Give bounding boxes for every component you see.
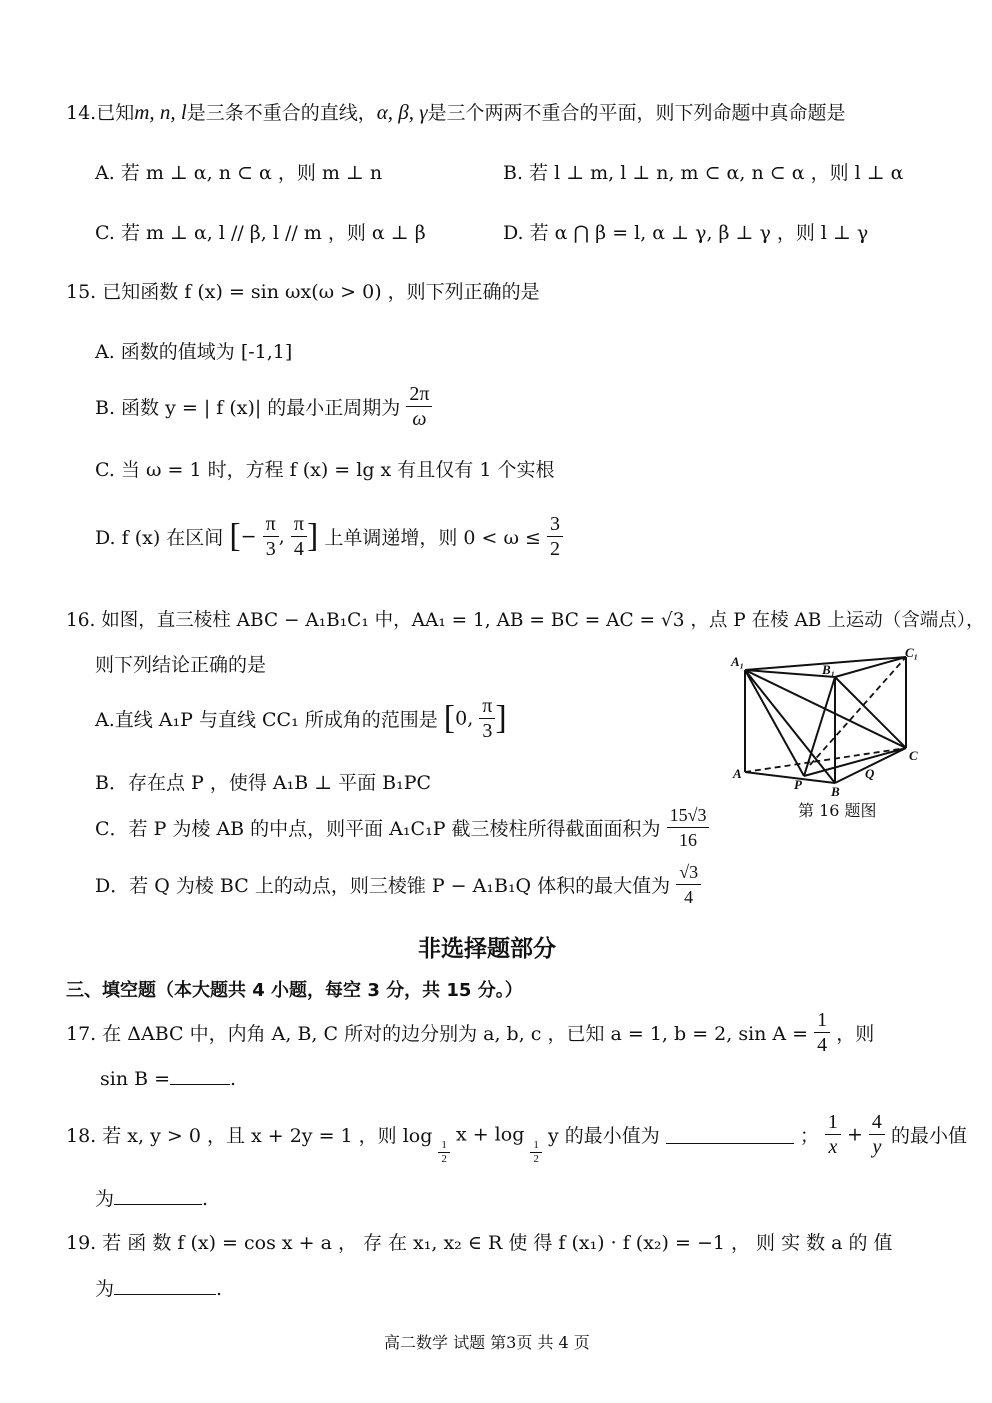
line-a1p — [745, 670, 804, 776]
prism-figure — [725, 640, 925, 800]
right-bracket: ] — [306, 517, 319, 555]
label-p: P — [794, 777, 802, 792]
q14-stem: 14.已知m, n, l是三条不重合的直线，α, β, γ是三个两两不重合的平面，则下列命题中真命题是 — [66, 100, 846, 124]
q18-line2: 为 . — [95, 1188, 209, 1210]
q15-option-a: A. 函数的值域为 [-1,1] — [95, 341, 293, 363]
q15-option-b: B. 函数 y = | f (x)| 的最小正周期为 $\frac{2\pi}{\omega}$ — [95, 382, 432, 431]
q16-stem-line2: 则下列结论正确的是 — [95, 654, 267, 676]
q17-line1: 17. 在 ΔABC 中，内角 A, B, C 所对的边分别为 a, b, c ，已知 a = 1, b = 2, sin A = $\frac{1}{4}$ ，则 — [66, 1009, 875, 1056]
label-q: Q — [865, 766, 875, 781]
q14-option-d: D. 若 α ⋂ β = l, α ⊥ γ, β ⊥ γ ，则 l ⊥ γ — [503, 222, 869, 244]
q19-line1: 19. 若 函 数 f (x) = cos x + a ， 存 在 x₁, x₂ ∈ R 使 得 f (x₁) · f (x₂) = −1 ， 则 实 数 a 的 值 — [66, 1232, 893, 1254]
q15-option-b-fraction: $\frac{2\pi}{\omega}$ — [406, 382, 432, 431]
q15-stem: 15. 已知函数 f (x) = sin ωx(ω > 0) ，则下列正确的是 — [66, 281, 540, 303]
q19-answer-blank[interactable] — [114, 1276, 216, 1295]
label-c: C — [909, 748, 918, 763]
left-bracket: [ — [229, 517, 241, 555]
line-b1c — [835, 677, 906, 748]
q15-option-c: C. 当 ω = 1 时，方程 f (x) = lg x 有且仅有 1 个实根 — [95, 459, 555, 481]
label-b: B — [831, 784, 840, 799]
q16-option-d: D．若 Q 为棱 BC 上的动点，则三棱锥 P − A₁B₁Q 体积的最大值为 $\frac{√3}{4}$ — [95, 860, 701, 909]
q14-option-c: C. 若 m ⊥ α, l // β, l // m ，则 α ⊥ β — [95, 222, 426, 244]
figure-caption: 第 16 题图 — [798, 801, 877, 820]
edge-ab — [745, 772, 835, 783]
q14-option-b: B. 若 l ⊥ m, l ⊥ n, m ⊂ α, n ⊂ α ，则 l ⊥ α — [503, 162, 904, 184]
q18-line1: 18. 若 x, y > 0 ，且 x + 2y = 1 ，则 log $\frac{1}{2}$ x + log $\frac{1}{2}$ y 的最小值为 ； $\frac{1}{x}$ + $\frac{4}{y}$ 的最小值 — [66, 1111, 967, 1165]
q16-option-a: A.直线 A₁P 与直线 CC₁ 所成角的范围是 [0, $\frac{\pi}{3}$ ] — [95, 695, 507, 742]
label-c1: C₁ — [905, 645, 919, 660]
line-a1c — [745, 670, 906, 748]
q16-stem-line1: 16. 如图，直三棱柱 ABC − A₁B₁C₁ 中，AA₁ = 1, AB = BC = AC = √3 ，点 P 在棱 AB 上运动（含端点）， — [66, 610, 985, 631]
label-b1: B₁ — [822, 662, 836, 677]
q15-option-d: D. f (x) 在区间 [− $\frac{\pi}{3}$ , $\frac{\pi}{4}$ ] 上单调递增，则 0 < ω ≤ $\frac{3}{2}$ — [95, 512, 563, 561]
q17-line2: sin B = . — [100, 1068, 237, 1090]
q16-option-b: B．存在点 P ，使得 A₁B ⊥ 平面 B₁PC — [95, 772, 432, 794]
q18-answer-blank-2[interactable] — [114, 1186, 202, 1205]
section-title: 非选择题部分 — [418, 936, 556, 962]
q14-option-a: A. 若 m ⊥ α, n ⊂ α ，则 m ⊥ n — [95, 162, 383, 184]
label-a1: A₁ — [731, 654, 745, 669]
q19-line2: 为 . — [95, 1278, 223, 1300]
page-footer: 高二数学 试题 第3页 共 4 页 — [384, 1333, 590, 1352]
q17-answer-blank[interactable] — [170, 1066, 230, 1085]
label-a: A — [733, 766, 742, 781]
q16-option-c: C．若 P 为棱 AB 的中点，则平面 A₁C₁P 截三棱柱所得截面面积为 $\frac{15√3}{16}$ — [95, 803, 709, 852]
section-heading: 三、填空题（本大题共 4 小题，每空 3 分，共 15 分。） — [66, 980, 523, 1001]
q18-answer-blank-1[interactable] — [666, 1125, 794, 1144]
